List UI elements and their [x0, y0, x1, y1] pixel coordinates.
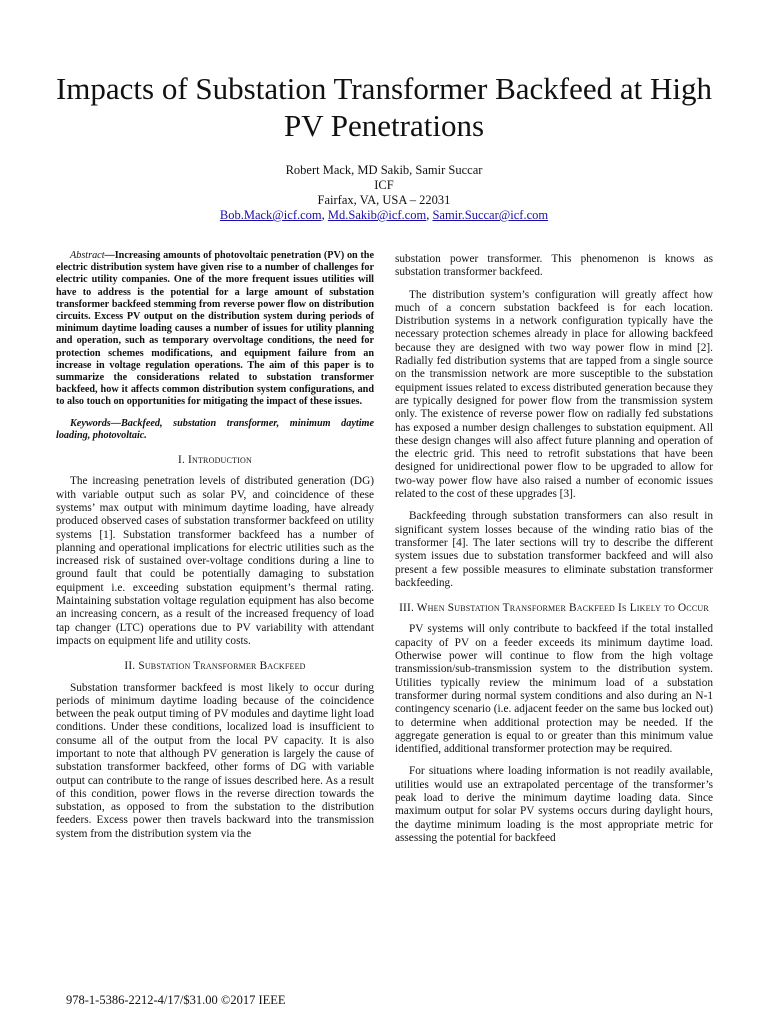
- keywords: [56, 418, 374, 442]
- author-address: Fairfax, VA, USA – 22031: [317, 193, 451, 207]
- author-emails: [40, 208, 728, 223]
- email-separator: ,: [426, 208, 433, 222]
- left-column: [56, 250, 374, 850]
- email-link-succar[interactable]: Samir.Succar@icf.com: [432, 208, 549, 222]
- author-org: ICF: [374, 178, 394, 192]
- paragraph-continued: substation power transformer. This phenomenon is knows as substation transformer backfeed.: [395, 253, 713, 279]
- paragraph-configuration: The distribution system’s configuration will greatly affect how much of a concern substation backfeed is for each location. Distribution systems in a network configuration typically have the necessary protection schemes already in place for allowing backfeed because they are designed with two way power flow in mind [2]. Radially fed distribution systems that are tapped from a single source on the transmission network are more susceptible to the substation equipment issues related to excess distributed generation because they are typically designed for power flow from the transmission system only. The existence of reverse power flow on radially fed substations has exposed a number design challenges to substation equipment. All these design changes will also affect future planning and operation of the electric grid. This need to retrofit substations that have been designed for unidirectional power flow to be upgraded to allow for two-way power flow have also raised a number of economic issues related to the cost of these upgrades [3].: [395, 288, 713, 501]
- paragraph-introduction: The increasing penetration levels of distributed generation (DG) with variable output such as solar PV, and coincidence of these systems’ max output with minimum daytime loading, have already produced observed cases of substation transformer backfeed on utility systems [1]. Substation transformer backfeed has a number of planning and operational implications for electric utilities such as the increased risk of sustained over-voltage conditions during a line to ground fault that could be potentially damaging to substation equipment i.e. exceeding substation equipment’s thermal rating. Maintaining substation voltage regulation equipment has also become an increasing concern, as a result of the increased frequency of load tap changer (LTC) operations due to PV variability with attendant impacts on equipment life and utility costs.: [56, 475, 374, 647]
- email-link-mack[interactable]: Bob.Mack@icf.com: [219, 208, 322, 222]
- keywords-label: Keywords—: [70, 417, 121, 429]
- abstract-text: —Increasing amounts of photovoltaic penetration (PV) on the electric distribution system have given rise to a number of challenges for electric utility companies. One of the more frequent issues utilities will have to address is the potential for a large amount of substation transformer backfeed stemming from reverse power flow on distribution circuits. Excess PV output on the distribution system during periods of minimum daytime loading causes a number of issues for utility planning and operation, such as temporary overvoltage conditions, the need for protection schemes modifications, and equipment failure from an increase in voltage regulation operations. The aim of this paper is to summarize the considerations related to substation transformer backfeed, how it affects common distribution system configurations, and to also touch on opportunities for mitigating the impact of these issues.: [56, 250, 374, 408]
- paper-title: Impacts of Substation Transformer Backfeed at High PV Penetrations: [55, 71, 713, 143]
- keywords-text: Backfeed, substation transformer, minimum daytime loading, photovoltaic.: [56, 417, 374, 441]
- abstract-label: Abstract: [70, 250, 105, 261]
- section-heading-introduction: I. Introduction: [178, 454, 252, 467]
- paragraph-losses: Backfeeding through substation transformers can also result in significant system losses because of the winding ratio bias of the transformer [4]. The later sections will try to describe the different system issues due to substation transformer backfeed and will also present a few possible measures to eliminate substation transformer backfeeding.: [395, 510, 713, 589]
- author-names: Robert Mack, MD Sakib, Samir Succar: [285, 163, 483, 177]
- abstract: [56, 250, 374, 409]
- paragraph-backfeed: Substation transformer backfeed is most likely to occur during periods of minimum daytime loading because of the coincidence between the peak output timing of PV modules and daytime light load conditions. Under these conditions, localized load is insufficient to consume all of the output from the local PV capacity. It is also important to note that although PV generation is largely the cause of substation transformer backfeed, other forms of DG with variable output can contribute to the range of issues described here. As a result of this condition, power flows in the reverse direction towards the substation, as opposed to from the substation to the distribution feeders. Excess power then travels backward into the transmission system from the distribution system via the: [56, 681, 374, 840]
- copyright-footer: 978-1-5386-2212-4/17/$31.00 ©2017 IEEE: [66, 993, 286, 1007]
- section-heading-when-likely: III. When Substation Transformer Backfeed Is Likely to Occur: [399, 602, 709, 615]
- right-column: [395, 253, 713, 854]
- section-heading-backfeed: II. Substation Transformer Backfeed: [124, 660, 306, 673]
- email-separator: ,: [321, 208, 328, 222]
- paragraph-pv-contribution: PV systems will only contribute to backfeed if the total installed capacity of PV on a feeder exceeds its minimum daytime load. Otherwise power will continue to flow from the high voltage transmission/sub-transmission system to the distribution system. Utilities typically review the minimum load of a substation transformer during normal system conditions and also during an N-1 contingency scenario (i.e. adjacent feeder on the same bus locked out) to determine when additional protection may be needed. If the aggregate generation is equal to or greater than this minimum value identified, additional transformer protection may be required.: [395, 623, 713, 756]
- email-link-sakib[interactable]: Md.Sakib@icf.com: [327, 208, 427, 222]
- author-block: [40, 163, 728, 223]
- paragraph-loading-info: For situations where loading information is not readily available, utilities would use an extrapolated percentage of the transformer’s peak load to derive the minimum daytime loading data. Since maximum output for solar PV systems occurs during daylight hours, the daytime minimum loading is the most appropriate metric for assessing the potential for backfeed: [395, 765, 713, 844]
